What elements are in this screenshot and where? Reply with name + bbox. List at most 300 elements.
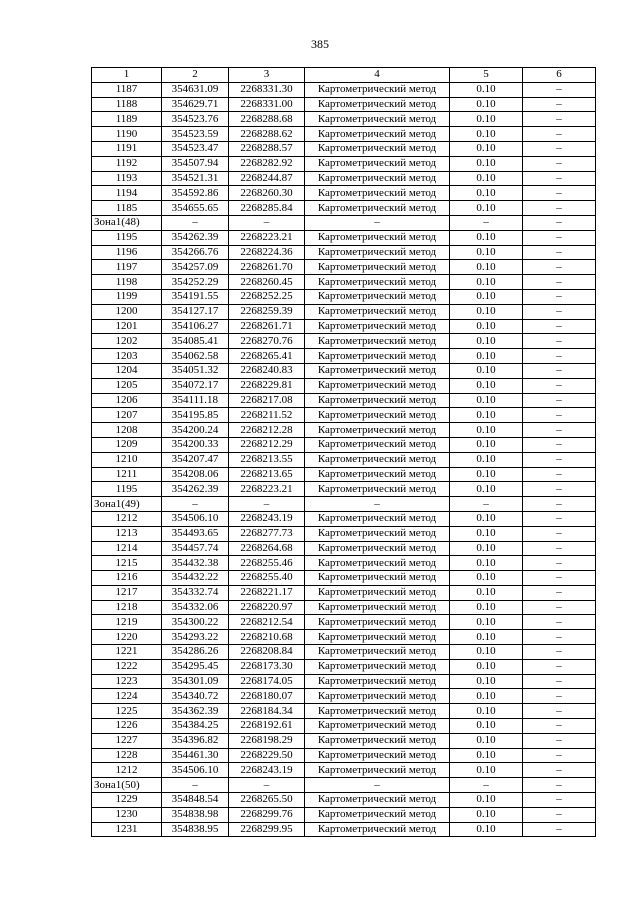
table-row xyxy=(92,97,596,112)
method-cell: Картометрический метод xyxy=(305,630,450,645)
x-coordinate-cell: 354631.09 xyxy=(162,82,229,97)
accuracy-cell: 0.10 xyxy=(450,763,523,778)
y-coordinate-cell: 2268261.71 xyxy=(229,319,305,334)
accuracy-cell: 0.10 xyxy=(450,260,523,275)
method-cell: Картометрический метод xyxy=(305,304,450,319)
x-coordinate-cell: 354295.45 xyxy=(162,659,229,674)
accuracy-cell: 0.10 xyxy=(450,541,523,556)
y-coordinate-cell: 2268265.50 xyxy=(229,793,305,808)
accuracy-cell: 0.10 xyxy=(450,748,523,763)
point-number-cell: 1230 xyxy=(92,807,162,822)
x-coordinate-cell: 354208.06 xyxy=(162,467,229,482)
note-cell: – xyxy=(523,452,596,467)
x-coordinate-cell: 354252.29 xyxy=(162,275,229,290)
table-row xyxy=(92,733,596,748)
accuracy-cell: 0.10 xyxy=(450,689,523,704)
point-number-cell: 1207 xyxy=(92,408,162,423)
y-coordinate-cell: 2268192.61 xyxy=(229,719,305,734)
accuracy-cell: 0.10 xyxy=(450,511,523,526)
zone-row xyxy=(92,778,596,793)
method-cell: Картометрический метод xyxy=(305,674,450,689)
y-coordinate-cell: 2268255.40 xyxy=(229,571,305,586)
accuracy-cell: 0.10 xyxy=(450,733,523,748)
zone-label-cell: Зона1(50) xyxy=(92,778,162,793)
y-coordinate-cell: 2268331.00 xyxy=(229,97,305,112)
y-coordinate-cell: 2268331.30 xyxy=(229,82,305,97)
accuracy-cell: 0.10 xyxy=(450,289,523,304)
note-cell: – xyxy=(523,571,596,586)
method-cell: Картометрический метод xyxy=(305,171,450,186)
point-number-cell: 1195 xyxy=(92,230,162,245)
x-coordinate-cell: 354457.74 xyxy=(162,541,229,556)
y-coordinate-cell: – xyxy=(229,215,305,230)
accuracy-cell: 0.10 xyxy=(450,319,523,334)
table-row xyxy=(92,571,596,586)
accuracy-cell: 0.10 xyxy=(450,156,523,171)
accuracy-cell: 0.10 xyxy=(450,645,523,660)
x-coordinate-cell: 354523.76 xyxy=(162,112,229,127)
note-cell: – xyxy=(523,304,596,319)
coordinates-table xyxy=(91,67,596,837)
y-coordinate-cell: 2268259.39 xyxy=(229,304,305,319)
point-number-cell: 1187 xyxy=(92,82,162,97)
y-coordinate-cell: 2268180.07 xyxy=(229,689,305,704)
accuracy-cell: 0.10 xyxy=(450,807,523,822)
accuracy-cell: 0.10 xyxy=(450,230,523,245)
accuracy-cell: 0.10 xyxy=(450,822,523,837)
point-number-cell: 1189 xyxy=(92,112,162,127)
accuracy-cell: 0.10 xyxy=(450,378,523,393)
point-number-cell: 1226 xyxy=(92,719,162,734)
note-cell: – xyxy=(523,97,596,112)
y-coordinate-cell: 2268223.21 xyxy=(229,230,305,245)
accuracy-cell: 0.10 xyxy=(450,112,523,127)
method-cell: Картометрический метод xyxy=(305,363,450,378)
table-row xyxy=(92,600,596,615)
x-coordinate-cell: 354507.94 xyxy=(162,156,229,171)
accuracy-cell: 0.10 xyxy=(450,659,523,674)
note-cell: – xyxy=(523,630,596,645)
y-coordinate-cell: 2268244.87 xyxy=(229,171,305,186)
x-coordinate-cell: 354127.17 xyxy=(162,304,229,319)
accuracy-cell: 0.10 xyxy=(450,719,523,734)
zone-row xyxy=(92,215,596,230)
y-coordinate-cell: 2268198.29 xyxy=(229,733,305,748)
note-cell: – xyxy=(523,156,596,171)
table-row xyxy=(92,674,596,689)
method-cell: Картометрический метод xyxy=(305,97,450,112)
note-cell: – xyxy=(523,467,596,482)
x-coordinate-cell: 354300.22 xyxy=(162,615,229,630)
method-cell: Картометрический метод xyxy=(305,141,450,156)
note-cell: – xyxy=(523,704,596,719)
note-cell: – xyxy=(523,215,596,230)
y-coordinate-cell: 2268264.68 xyxy=(229,541,305,556)
y-coordinate-cell: 2268243.19 xyxy=(229,511,305,526)
column-header: 3 xyxy=(229,68,305,83)
table-row xyxy=(92,171,596,186)
x-coordinate-cell: 354111.18 xyxy=(162,393,229,408)
point-number-cell: 1209 xyxy=(92,437,162,452)
table-row xyxy=(92,260,596,275)
accuracy-cell: 0.10 xyxy=(450,275,523,290)
accuracy-cell: 0.10 xyxy=(450,630,523,645)
accuracy-cell: 0.10 xyxy=(450,363,523,378)
method-cell: Картометрический метод xyxy=(305,704,450,719)
x-coordinate-cell: 354293.22 xyxy=(162,630,229,645)
y-coordinate-cell: 2268252.25 xyxy=(229,289,305,304)
note-cell: – xyxy=(523,82,596,97)
column-header: 1 xyxy=(92,68,162,83)
accuracy-cell: 0.10 xyxy=(450,201,523,216)
y-coordinate-cell: 2268229.50 xyxy=(229,748,305,763)
method-cell: Картометрический метод xyxy=(305,585,450,600)
note-cell: – xyxy=(523,600,596,615)
table-row xyxy=(92,275,596,290)
point-number-cell: 1194 xyxy=(92,186,162,201)
note-cell: – xyxy=(523,733,596,748)
method-cell: Картометрический метод xyxy=(305,615,450,630)
note-cell: – xyxy=(523,127,596,142)
note-cell: – xyxy=(523,556,596,571)
x-coordinate-cell: 354493.65 xyxy=(162,526,229,541)
note-cell: – xyxy=(523,141,596,156)
method-cell: Картометрический метод xyxy=(305,319,450,334)
point-number-cell: 1188 xyxy=(92,97,162,112)
method-cell: Картометрический метод xyxy=(305,748,450,763)
point-number-cell: 1196 xyxy=(92,245,162,260)
table-row xyxy=(92,304,596,319)
note-cell: – xyxy=(523,541,596,556)
method-cell: Картометрический метод xyxy=(305,112,450,127)
accuracy-cell: 0.10 xyxy=(450,141,523,156)
accuracy-cell: 0.10 xyxy=(450,127,523,142)
point-number-cell: 1210 xyxy=(92,452,162,467)
point-number-cell: 1214 xyxy=(92,541,162,556)
accuracy-cell: 0.10 xyxy=(450,674,523,689)
y-coordinate-cell: 2268261.70 xyxy=(229,260,305,275)
x-coordinate-cell: 354262.39 xyxy=(162,482,229,497)
table-row xyxy=(92,156,596,171)
x-coordinate-cell: 354262.39 xyxy=(162,230,229,245)
x-coordinate-cell: 354085.41 xyxy=(162,334,229,349)
method-cell: Картометрический метод xyxy=(305,349,450,364)
point-number-cell: 1218 xyxy=(92,600,162,615)
y-coordinate-cell: 2268288.57 xyxy=(229,141,305,156)
point-number-cell: 1228 xyxy=(92,748,162,763)
y-coordinate-cell: 2268255.46 xyxy=(229,556,305,571)
method-cell: Картометрический метод xyxy=(305,127,450,142)
method-cell: Картометрический метод xyxy=(305,275,450,290)
x-coordinate-cell: 354506.10 xyxy=(162,511,229,526)
x-coordinate-cell: 354838.95 xyxy=(162,822,229,837)
x-coordinate-cell: 354461.30 xyxy=(162,748,229,763)
accuracy-cell: – xyxy=(450,778,523,793)
point-number-cell: 1220 xyxy=(92,630,162,645)
note-cell: – xyxy=(523,275,596,290)
point-number-cell: 1195 xyxy=(92,482,162,497)
x-coordinate-cell: – xyxy=(162,215,229,230)
y-coordinate-cell: 2268213.55 xyxy=(229,452,305,467)
y-coordinate-cell: 2268299.95 xyxy=(229,822,305,837)
note-cell: – xyxy=(523,393,596,408)
table-row xyxy=(92,245,596,260)
zone-label-cell: Зона1(48) xyxy=(92,215,162,230)
y-coordinate-cell: 2268240.83 xyxy=(229,363,305,378)
note-cell: – xyxy=(523,112,596,127)
x-coordinate-cell: 354332.74 xyxy=(162,585,229,600)
point-number-cell: 1192 xyxy=(92,156,162,171)
x-coordinate-cell: 354301.09 xyxy=(162,674,229,689)
y-coordinate-cell: – xyxy=(229,778,305,793)
method-cell: Картометрический метод xyxy=(305,763,450,778)
point-number-cell: 1204 xyxy=(92,363,162,378)
x-coordinate-cell: 354332.06 xyxy=(162,600,229,615)
method-cell: Картометрический метод xyxy=(305,82,450,97)
point-number-cell: 1229 xyxy=(92,793,162,808)
x-coordinate-cell: – xyxy=(162,497,229,512)
note-cell: – xyxy=(523,674,596,689)
point-number-cell: 1212 xyxy=(92,511,162,526)
method-cell: Картометрический метод xyxy=(305,289,450,304)
x-coordinate-cell: 354396.82 xyxy=(162,733,229,748)
x-coordinate-cell: 354432.38 xyxy=(162,556,229,571)
column-header: 5 xyxy=(450,68,523,83)
x-coordinate-cell: 354106.27 xyxy=(162,319,229,334)
accuracy-cell: 0.10 xyxy=(450,704,523,719)
y-coordinate-cell: 2268213.65 xyxy=(229,467,305,482)
note-cell: – xyxy=(523,719,596,734)
table-row xyxy=(92,482,596,497)
table-row xyxy=(92,807,596,822)
y-coordinate-cell: 2268184.34 xyxy=(229,704,305,719)
note-cell: – xyxy=(523,408,596,423)
method-cell: Картометрический метод xyxy=(305,452,450,467)
table-row xyxy=(92,541,596,556)
column-header: 2 xyxy=(162,68,229,83)
note-cell: – xyxy=(523,423,596,438)
x-coordinate-cell: 354384.25 xyxy=(162,719,229,734)
x-coordinate-cell: 354200.24 xyxy=(162,423,229,438)
accuracy-cell: 0.10 xyxy=(450,304,523,319)
point-number-cell: 1215 xyxy=(92,556,162,571)
note-cell: – xyxy=(523,482,596,497)
table-row xyxy=(92,349,596,364)
table-row xyxy=(92,363,596,378)
accuracy-cell: 0.10 xyxy=(450,97,523,112)
page-number: 385 xyxy=(311,37,329,51)
method-cell: Картометрический метод xyxy=(305,807,450,822)
y-coordinate-cell: – xyxy=(229,497,305,512)
method-cell: – xyxy=(305,778,450,793)
x-coordinate-cell: 354072.17 xyxy=(162,378,229,393)
point-number-cell: 1206 xyxy=(92,393,162,408)
table-row xyxy=(92,645,596,660)
y-coordinate-cell: 2268265.41 xyxy=(229,349,305,364)
x-coordinate-cell: 354340.72 xyxy=(162,689,229,704)
note-cell: – xyxy=(523,349,596,364)
x-coordinate-cell: 354266.76 xyxy=(162,245,229,260)
note-cell: – xyxy=(523,585,596,600)
method-cell: Картометрический метод xyxy=(305,556,450,571)
table-row xyxy=(92,112,596,127)
note-cell: – xyxy=(523,230,596,245)
note-cell: – xyxy=(523,289,596,304)
table-row xyxy=(92,423,596,438)
method-cell: Картометрический метод xyxy=(305,511,450,526)
x-coordinate-cell: 354521.31 xyxy=(162,171,229,186)
point-number-cell: 1203 xyxy=(92,349,162,364)
y-coordinate-cell: 2268223.21 xyxy=(229,482,305,497)
point-number-cell: 1198 xyxy=(92,275,162,290)
note-cell: – xyxy=(523,319,596,334)
table-row xyxy=(92,659,596,674)
table-row xyxy=(92,186,596,201)
accuracy-cell: 0.10 xyxy=(450,408,523,423)
method-cell: Картометрический метод xyxy=(305,526,450,541)
point-number-cell: 1199 xyxy=(92,289,162,304)
x-coordinate-cell: 354200.33 xyxy=(162,437,229,452)
table-body xyxy=(92,82,596,837)
table-row xyxy=(92,289,596,304)
x-coordinate-cell: – xyxy=(162,778,229,793)
y-coordinate-cell: 2268270.76 xyxy=(229,334,305,349)
note-cell: – xyxy=(523,793,596,808)
point-number-cell: 1213 xyxy=(92,526,162,541)
note-cell: – xyxy=(523,260,596,275)
table-row xyxy=(92,437,596,452)
note-cell: – xyxy=(523,763,596,778)
method-cell: – xyxy=(305,497,450,512)
accuracy-cell: 0.10 xyxy=(450,482,523,497)
table-row xyxy=(92,467,596,482)
method-cell: Картометрический метод xyxy=(305,378,450,393)
note-cell: – xyxy=(523,437,596,452)
method-cell: Картометрический метод xyxy=(305,186,450,201)
note-cell: – xyxy=(523,511,596,526)
table-row xyxy=(92,556,596,571)
y-coordinate-cell: 2268212.54 xyxy=(229,615,305,630)
table-row xyxy=(92,452,596,467)
point-number-cell: 1197 xyxy=(92,260,162,275)
method-cell: Картометрический метод xyxy=(305,793,450,808)
y-coordinate-cell: 2268217.08 xyxy=(229,393,305,408)
accuracy-cell: 0.10 xyxy=(450,423,523,438)
accuracy-cell: – xyxy=(450,497,523,512)
y-coordinate-cell: 2268211.52 xyxy=(229,408,305,423)
point-number-cell: 1201 xyxy=(92,319,162,334)
method-cell: Картометрический метод xyxy=(305,541,450,556)
point-number-cell: 1185 xyxy=(92,201,162,216)
note-cell: – xyxy=(523,497,596,512)
table-row xyxy=(92,127,596,142)
table-row xyxy=(92,748,596,763)
x-coordinate-cell: 354523.59 xyxy=(162,127,229,142)
x-coordinate-cell: 354207.47 xyxy=(162,452,229,467)
y-coordinate-cell: 2268224.36 xyxy=(229,245,305,260)
point-number-cell: 1200 xyxy=(92,304,162,319)
note-cell: – xyxy=(523,822,596,837)
table-row xyxy=(92,393,596,408)
note-cell: – xyxy=(523,526,596,541)
point-number-cell: 1202 xyxy=(92,334,162,349)
method-cell: Картометрический метод xyxy=(305,201,450,216)
table-header-row xyxy=(92,68,596,83)
accuracy-cell: 0.10 xyxy=(450,585,523,600)
method-cell: Картометрический метод xyxy=(305,600,450,615)
column-header: 4 xyxy=(305,68,450,83)
note-cell: – xyxy=(523,807,596,822)
table-row xyxy=(92,630,596,645)
method-cell: Картометрический метод xyxy=(305,437,450,452)
table-row xyxy=(92,141,596,156)
accuracy-cell: 0.10 xyxy=(450,793,523,808)
column-header: 6 xyxy=(523,68,596,83)
x-coordinate-cell: 354592.86 xyxy=(162,186,229,201)
note-cell: – xyxy=(523,778,596,793)
point-number-cell: 1225 xyxy=(92,704,162,719)
method-cell: Картометрический метод xyxy=(305,408,450,423)
table-row xyxy=(92,408,596,423)
accuracy-cell: 0.10 xyxy=(450,186,523,201)
method-cell: Картометрический метод xyxy=(305,571,450,586)
method-cell: Картометрический метод xyxy=(305,482,450,497)
x-coordinate-cell: 354286.26 xyxy=(162,645,229,660)
x-coordinate-cell: 354848.54 xyxy=(162,793,229,808)
method-cell: Картометрический метод xyxy=(305,260,450,275)
point-number-cell: 1217 xyxy=(92,585,162,600)
x-coordinate-cell: 354655.65 xyxy=(162,201,229,216)
table-row xyxy=(92,378,596,393)
accuracy-cell: 0.10 xyxy=(450,526,523,541)
y-coordinate-cell: 2268173.30 xyxy=(229,659,305,674)
accuracy-cell: 0.10 xyxy=(450,600,523,615)
method-cell: Картометрический метод xyxy=(305,645,450,660)
accuracy-cell: 0.10 xyxy=(450,245,523,260)
note-cell: – xyxy=(523,689,596,704)
method-cell: Картометрический метод xyxy=(305,822,450,837)
note-cell: – xyxy=(523,378,596,393)
table-row xyxy=(92,230,596,245)
zone-label-cell: Зона1(49) xyxy=(92,497,162,512)
note-cell: – xyxy=(523,171,596,186)
table-row xyxy=(92,822,596,837)
method-cell: Картометрический метод xyxy=(305,334,450,349)
x-coordinate-cell: 354062.58 xyxy=(162,349,229,364)
y-coordinate-cell: 2268243.19 xyxy=(229,763,305,778)
y-coordinate-cell: 2268288.62 xyxy=(229,127,305,142)
method-cell: Картометрический метод xyxy=(305,719,450,734)
table-row xyxy=(92,511,596,526)
table-row xyxy=(92,319,596,334)
point-number-cell: 1219 xyxy=(92,615,162,630)
point-number-cell: 1223 xyxy=(92,674,162,689)
method-cell: Картометрический метод xyxy=(305,467,450,482)
x-coordinate-cell: 354257.09 xyxy=(162,260,229,275)
y-coordinate-cell: 2268285.84 xyxy=(229,201,305,216)
accuracy-cell: 0.10 xyxy=(450,171,523,186)
method-cell: – xyxy=(305,215,450,230)
accuracy-cell: 0.10 xyxy=(450,556,523,571)
table-row xyxy=(92,201,596,216)
x-coordinate-cell: 354051.32 xyxy=(162,363,229,378)
x-coordinate-cell: 354195.85 xyxy=(162,408,229,423)
accuracy-cell: 0.10 xyxy=(450,82,523,97)
x-coordinate-cell: 354432.22 xyxy=(162,571,229,586)
method-cell: Картометрический метод xyxy=(305,733,450,748)
point-number-cell: 1224 xyxy=(92,689,162,704)
point-number-cell: 1191 xyxy=(92,141,162,156)
